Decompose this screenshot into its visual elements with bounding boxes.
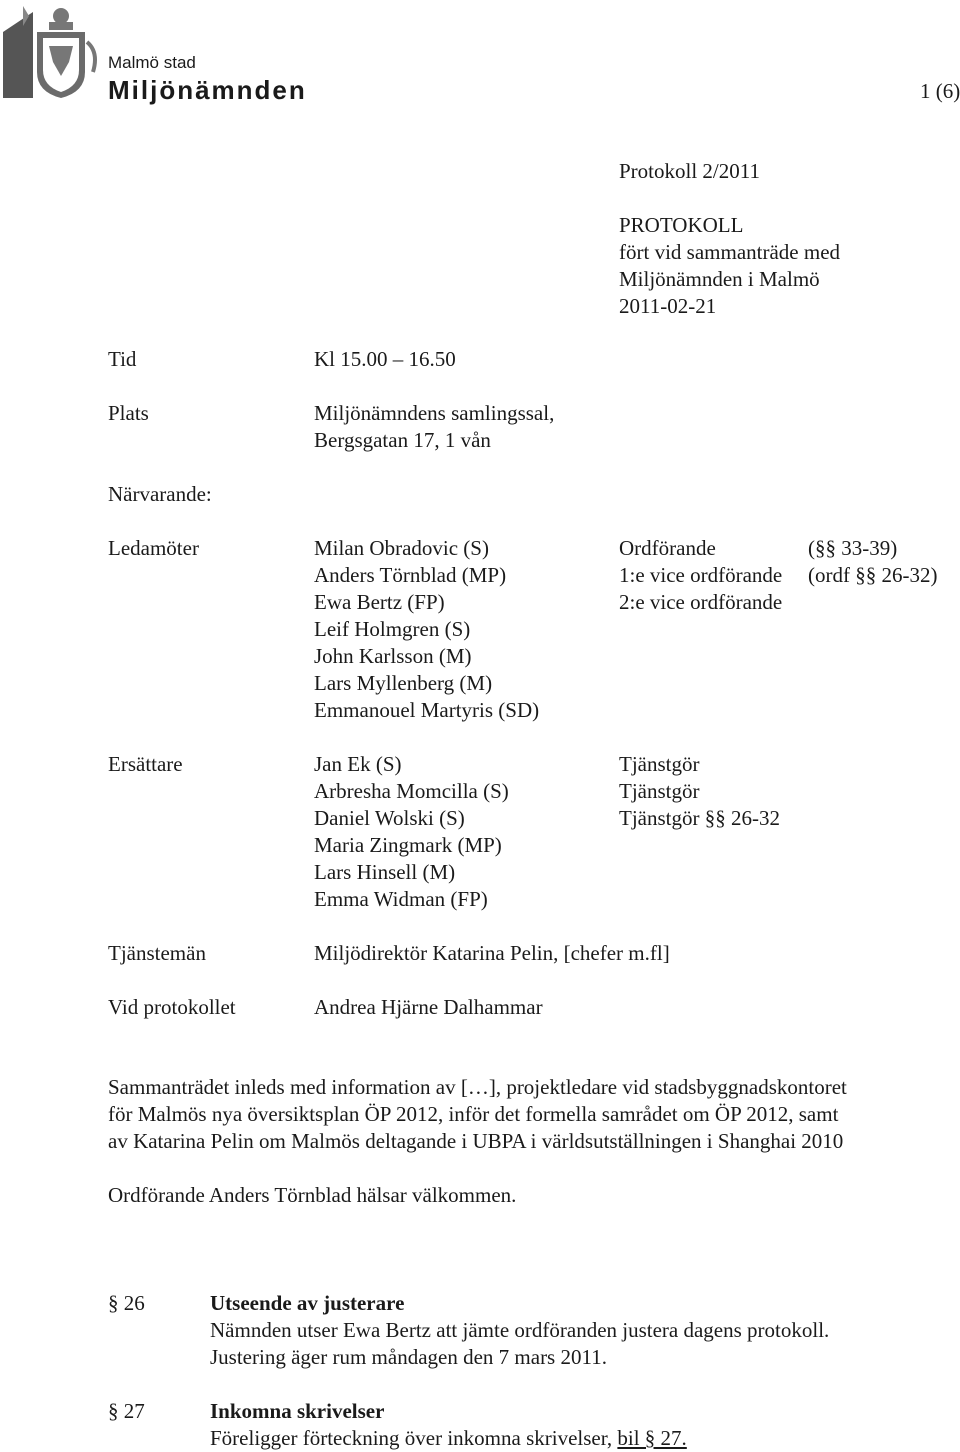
substitute-name: Emma Widman (FP) — [314, 887, 488, 911]
present-label: Närvarande: — [108, 482, 212, 506]
minutes-taker-label: Vid protokollet — [108, 995, 236, 1019]
member-role: 1:e vice ordförande — [619, 563, 783, 587]
section-number: § 26 — [108, 1291, 145, 1315]
place-label: Plats — [108, 401, 149, 425]
member-note: (ordf §§ 26-32) — [808, 563, 938, 587]
officials-value: Miljödirektör Katarina Pelin, [chefer m.fl] — [314, 941, 670, 965]
member-name: Lars Myllenberg (M) — [314, 671, 493, 695]
section-text: Justering äger rum måndagen den 7 mars 2011. — [210, 1345, 607, 1369]
time-value: Kl 15.00 – 16.50 — [314, 347, 456, 371]
greeting: Ordförande Anders Törnblad hälsar välkommen. — [108, 1183, 517, 1207]
section-text — [210, 1425, 687, 1452]
protocol-number: Protokoll 2/2011 — [619, 159, 760, 183]
substitute-name: Lars Hinsell (M) — [314, 860, 456, 884]
intro-line-3: av Katarina Pelin om Malmös deltagande i UBPA i världsutställningen i Shanghai 2010 — [108, 1129, 844, 1153]
substitute-role: Tjänstgör §§ 26-32 — [619, 806, 780, 830]
member-note: (§§ 33-39) — [808, 536, 898, 560]
section-text: Nämnden utser Ewa Bertz att jämte ordföranden justera dagens protokoll. — [210, 1318, 830, 1342]
substitute-name: Daniel Wolski (S) — [314, 806, 465, 830]
intro-line-1: Sammanträdet inleds med information av […], projektledare vid stadsbyggnadskontoret — [108, 1075, 847, 1099]
coat-of-arms-logo — [3, 2, 101, 100]
protocol-date: 2011-02-21 — [619, 294, 717, 318]
member-name: Ewa Bertz (FP) — [314, 590, 445, 614]
section-title: Inkomna skrivelser — [210, 1399, 385, 1423]
section-number: § 27 — [108, 1399, 145, 1423]
substitutes-label: Ersättare — [108, 752, 183, 776]
committee-name: Miljönämnden — [108, 75, 307, 105]
substitute-name: Maria Zingmark (MP) — [314, 833, 502, 857]
protocol-line-2: Miljönämnden i Malmö — [619, 267, 820, 291]
time-label: Tid — [108, 347, 137, 371]
substitute-name: Arbresha Momcilla (S) — [314, 779, 509, 803]
member-name: Leif Holmgren (S) — [314, 617, 471, 641]
minutes-taker-value: Andrea Hjärne Dalhammar — [314, 995, 543, 1019]
members-label: Ledamöter — [108, 536, 199, 560]
member-role: 2:e vice ordförande — [619, 590, 783, 614]
protocol-title: PROTOKOLL — [619, 213, 744, 237]
intro-line-2: för Malmös nya översiktsplan ÖP 2012, inför det formella samrådet om ÖP 2012, samt — [108, 1102, 839, 1126]
member-name: John Karlsson (M) — [314, 644, 472, 668]
substitute-role: Tjänstgör — [619, 752, 700, 776]
attachment-link[interactable]: bil § 27. — [617, 1426, 687, 1450]
substitute-name: Jan Ek (S) — [314, 752, 402, 776]
officials-label: Tjänstemän — [108, 941, 206, 965]
member-role: Ordförande — [619, 536, 716, 560]
member-name: Anders Törnblad (MP) — [314, 563, 507, 587]
protocol-line-1: fört vid sammanträde med — [619, 240, 841, 264]
place-line-2: Bergsgatan 17, 1 vån — [314, 428, 491, 452]
member-name: Milan Obradovic (S) — [314, 536, 489, 560]
page-number: 1 (6) — [920, 79, 960, 103]
member-name: Emmanouel Martyris (SD) — [314, 698, 540, 722]
place-line-1: Miljönämndens samlingssal, — [314, 401, 555, 425]
substitute-role: Tjänstgör — [619, 779, 700, 803]
section-title: Utseende av justerare — [210, 1291, 405, 1315]
organization-name: Malmö stad — [108, 53, 196, 72]
section-text-body: Föreligger förteckning över inkomna skrivelser, — [210, 1426, 618, 1450]
